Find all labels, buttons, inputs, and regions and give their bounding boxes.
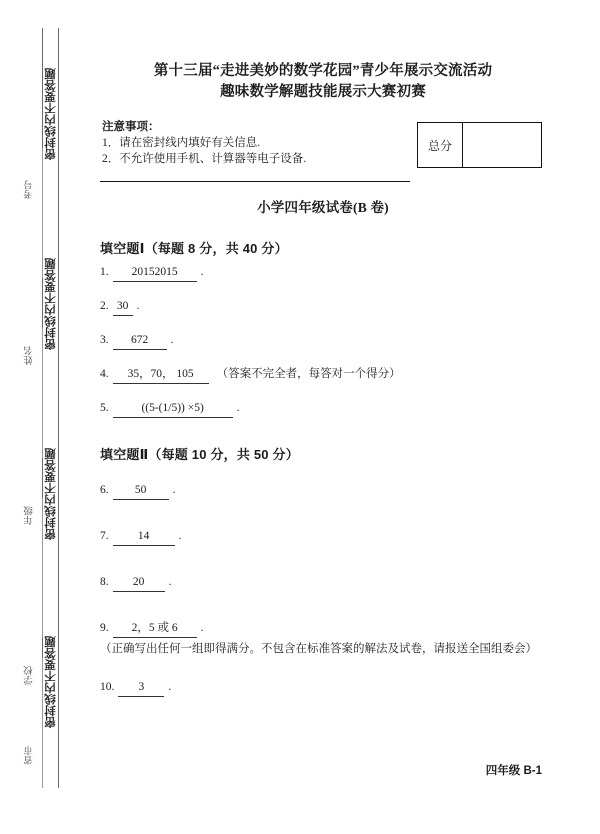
answer-row: [100, 367, 546, 384]
page-footer: 四年级 B-1: [485, 765, 542, 777]
answer-number: 6.: [100, 484, 109, 496]
page-title: [100, 62, 546, 102]
answer-period: .: [200, 266, 204, 278]
answer-number: 3.: [100, 334, 109, 346]
answer-row: [100, 299, 546, 316]
answer-blank[interactable]: 672: [113, 333, 167, 350]
answer-number: 2.: [100, 300, 109, 312]
answer-number: 4.: [100, 368, 109, 380]
answer-note-sub: （正确写出任何一组即得满分。不包含在标准答案的解法及试卷，请报送全国组委会）: [100, 643, 537, 655]
answer-period: .: [236, 402, 240, 414]
title-line-2: 趣味数学解题技能展示大赛初赛: [220, 84, 426, 100]
answer-blank[interactable]: 2，5 或 6: [113, 621, 197, 638]
answer-blank[interactable]: 14: [113, 529, 175, 546]
answer-blank[interactable]: 50: [113, 483, 169, 500]
answer-period: .: [168, 576, 172, 588]
sidebar-field-grade[interactable]: 年级: [24, 506, 35, 525]
answer-list-2: [100, 483, 546, 697]
section-heading-1: 填空题Ⅰ（每题 8 分，共 40 分）: [100, 241, 288, 256]
sealed-line-sidebar: [18, 28, 64, 788]
seal-text-1: 密封线内不要答题: [45, 68, 57, 160]
seal-text-2: 密封线内不要答题: [45, 258, 57, 350]
answer-note: （答案不完全者，每答对一个得分）: [216, 368, 401, 380]
answer-number: 7.: [100, 530, 109, 542]
answer-number: 9.: [100, 622, 109, 634]
notice-item-1: 1．请在密封线内填好有关信息.: [102, 137, 261, 149]
sidebar-field-name[interactable]: 姓名: [24, 346, 35, 365]
answer-number: 1.: [100, 266, 109, 278]
notice-divider: [100, 181, 410, 182]
sidebar-field-province[interactable]: 省市: [24, 746, 35, 765]
total-score-box: [417, 122, 542, 168]
paper-subtitle: 小学四年级试卷(B 卷): [257, 200, 389, 215]
total-score-label: 总分: [418, 123, 463, 167]
field-rule-3: [42, 498, 43, 638]
field-rule-2: [42, 328, 43, 458]
notice-item-2: 2．不允许使用手机、计算器等电子设备.: [102, 153, 307, 165]
answer-row: [100, 483, 546, 500]
answer-row: [100, 529, 546, 546]
answer-number: 5.: [100, 402, 109, 414]
answer-number: 8.: [100, 576, 109, 588]
answer-row: [100, 575, 546, 592]
answer-row: [100, 401, 546, 418]
sidebar-field-school[interactable]: 学校: [24, 666, 35, 685]
answer-blank[interactable]: ((5-(1/5)) ×5): [113, 401, 233, 418]
answer-blank[interactable]: 30: [113, 299, 133, 316]
seal-text-3: 密封线内不要答题: [45, 448, 57, 540]
title-line-1: 第十三届“走进美妙的数学花园”青少年展示交流活动: [153, 63, 493, 79]
answer-blank[interactable]: 3: [118, 680, 164, 697]
field-rule-4: [42, 658, 43, 788]
answer-list-1: [100, 265, 546, 418]
answer-blank[interactable]: 35，70， 105: [113, 367, 209, 384]
answer-period: .: [168, 681, 172, 693]
answer-period: .: [200, 622, 204, 634]
answer-row: [100, 333, 546, 350]
answer-period: .: [170, 334, 174, 346]
section-heading-2: 填空题Ⅱ（每题 10 分，共 50 分）: [100, 447, 299, 462]
seal-text-4: 密封线内不要答题: [45, 636, 57, 728]
answer-period: .: [178, 530, 182, 542]
answer-row: [100, 621, 546, 638]
answer-row: [100, 265, 546, 282]
answer-blank[interactable]: 20: [113, 575, 165, 592]
answer-period: .: [136, 300, 140, 312]
answer-row: [100, 680, 546, 697]
notice-row: [100, 120, 546, 182]
paper-content: [100, 0, 546, 834]
answer-blank[interactable]: 20152015: [113, 265, 197, 282]
answer-number: 10.: [100, 681, 115, 693]
answer-period: .: [172, 484, 176, 496]
sidebar-field-exam-number[interactable]: 考号: [24, 180, 35, 199]
notice-block: [102, 120, 402, 167]
notice-heading: 注意事项：: [102, 121, 160, 133]
field-rule-1: [42, 148, 43, 278]
total-score-value[interactable]: [463, 123, 541, 167]
